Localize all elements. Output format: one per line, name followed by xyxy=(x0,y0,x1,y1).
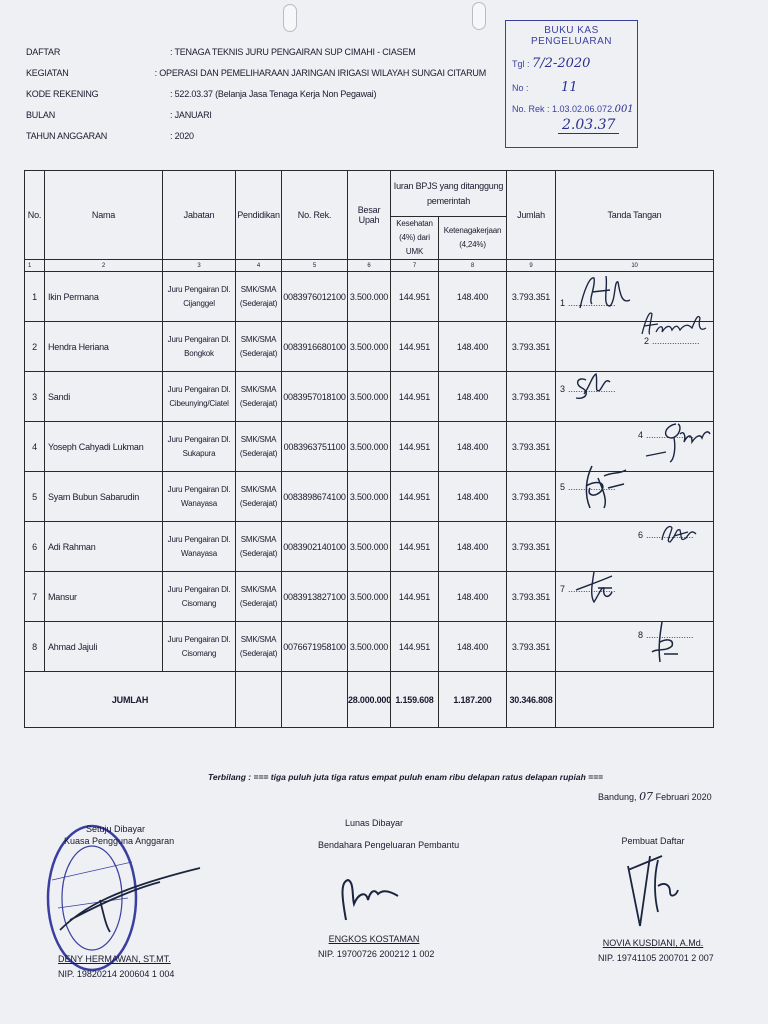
total-label: JUMLAH xyxy=(25,672,236,728)
sig-dots: ................... xyxy=(646,530,694,540)
sign-right-nip: NIP. 19741105 200701 2 007 xyxy=(598,953,714,963)
sign-middle-nip: NIP. 19700726 200212 1 002 xyxy=(318,949,435,959)
row-norek: 0083963751100 xyxy=(282,422,348,472)
stamp-rek-value: 001 xyxy=(614,104,634,115)
header-value: : 2020 xyxy=(170,131,194,141)
row-jabatan: Juru Pengairan Dl. Wanayasa xyxy=(163,472,236,522)
row-kesehatan: 144.951 xyxy=(391,322,439,372)
row-pendidikan: SMK/SMA (Sederajat) xyxy=(236,622,282,672)
row-jabatan: Juru Pengairan Dl. Sukapura xyxy=(163,422,236,472)
row-signature-cell xyxy=(556,372,714,422)
stamp-rek-line xyxy=(512,104,634,115)
row-kesehatan: 144.951 xyxy=(391,422,439,472)
stamp-title: BUKU KAS PENGELUARAN xyxy=(530,25,613,47)
row-jumlah: 3.793.351 xyxy=(507,422,556,472)
sig-number: 2 xyxy=(644,336,649,346)
header-value: : OPERASI DAN PEMELIHARAAN JARINGAN IRIGASI WILAYAH SUNGAI CITARUM xyxy=(154,68,486,78)
col-number: 5 xyxy=(282,260,348,272)
date-day: 07 xyxy=(639,790,654,803)
row-ketenagakerjaan: 148.400 xyxy=(439,422,507,472)
col-number: 6 xyxy=(348,260,391,272)
row-signature-cell xyxy=(556,622,714,672)
row-norek: 0083902140100 xyxy=(282,522,348,572)
row-kesehatan: 144.951 xyxy=(391,622,439,672)
header-row-daftar xyxy=(26,42,486,63)
punch-hole xyxy=(472,2,486,30)
sig-number: 6 xyxy=(638,530,643,540)
sig-dots: ................... xyxy=(568,298,616,308)
stamp-rek-label: No. Rek : 1.03.02.06.072. xyxy=(512,104,615,114)
row-no: 7 xyxy=(25,572,45,622)
terbilang-text: Terbilang : === tiga puluh juta tiga ratus empat puluh enam ribu delapan ratus delapan rupiah === xyxy=(208,772,604,782)
row-kesehatan: 144.951 xyxy=(391,522,439,572)
table-total-row xyxy=(25,672,714,728)
sig-dots: ................... xyxy=(568,482,616,492)
row-kesehatan: 144.951 xyxy=(391,372,439,422)
row-nama: Ahmad Jajuli xyxy=(45,622,163,672)
signature-icon xyxy=(318,850,430,934)
row-pendidikan: SMK/SMA (Sederajat) xyxy=(236,522,282,572)
row-kesehatan: 144.951 xyxy=(391,572,439,622)
header-label: DAFTAR xyxy=(26,47,61,57)
row-ketenagakerjaan: 148.400 xyxy=(439,372,507,422)
header-label: KEGIATAN xyxy=(26,68,69,78)
header-label: BULAN xyxy=(26,110,56,120)
row-upah: 3.500.000 xyxy=(348,472,391,522)
col-header-upah: Besar Upah xyxy=(348,171,391,260)
punch-hole xyxy=(283,4,297,32)
signature-icon xyxy=(636,304,712,344)
col-number: 8 xyxy=(439,260,507,272)
col-header-norek: No. Rek. xyxy=(282,171,348,260)
row-nama: Mansur xyxy=(45,572,163,622)
sign-middle-line2: Bendahara Pengeluaran Pembantu xyxy=(318,840,460,850)
row-norek: 0083957018100 xyxy=(282,372,348,422)
row-nama: Yoseph Cahyadi Lukman xyxy=(45,422,163,472)
table-row xyxy=(25,372,714,422)
document-header xyxy=(26,42,486,147)
signature-icon xyxy=(568,566,622,610)
total-jumlah: 30.346.808 xyxy=(507,672,556,728)
row-kesehatan: 144.951 xyxy=(391,472,439,522)
sign-left-name: DENY HERMAWAN, ST.MT. xyxy=(58,954,171,964)
date-rest: Februari 2020 xyxy=(655,792,712,802)
stamp-no-value: 11 xyxy=(561,80,578,95)
total-ketenagakerjaan: 1.187.200 xyxy=(439,672,507,728)
sig-number: 1 xyxy=(560,298,565,308)
row-no: 4 xyxy=(25,422,45,472)
row-pendidikan: SMK/SMA (Sederajat) xyxy=(236,422,282,472)
row-pendidikan: SMK/SMA (Sederajat) xyxy=(236,472,282,522)
row-nama: Hendra Heriana xyxy=(45,322,163,372)
sig-number: 8 xyxy=(638,630,643,640)
sig-dots: ................... xyxy=(646,630,694,640)
stamp-code: 2.03.37 xyxy=(558,117,619,134)
row-pendidikan: SMK/SMA (Sederajat) xyxy=(236,372,282,422)
row-jumlah: 3.793.351 xyxy=(507,622,556,672)
col-number: 10 xyxy=(556,260,714,272)
row-upah: 3.500.000 xyxy=(348,322,391,372)
row-jumlah: 3.793.351 xyxy=(507,472,556,522)
stamp-no-label: No : xyxy=(512,83,529,93)
table-row xyxy=(25,272,714,322)
row-signature-cell xyxy=(556,572,714,622)
date-prefix: Bandung, xyxy=(598,792,637,802)
stamp-no-line xyxy=(512,80,631,95)
signature-icon xyxy=(570,270,640,316)
row-norek: 0083916680100 xyxy=(282,322,348,372)
sig-dots: ................... xyxy=(652,336,700,346)
row-signature-cell xyxy=(556,322,714,372)
signature-icon xyxy=(644,618,684,668)
sign-left-line1: Setuju Dibayar xyxy=(86,824,146,834)
row-nama: Adi Rahman xyxy=(45,522,163,572)
row-jabatan: Juru Pengairan Dl. Cibeunying/Ciatel xyxy=(163,372,236,422)
header-row-kegiatan xyxy=(26,63,486,84)
row-no: 1 xyxy=(25,272,45,322)
row-nama: Ikin Permana xyxy=(45,272,163,322)
total-empty xyxy=(556,672,714,728)
date-line xyxy=(598,790,712,803)
total-upah: 28.000.000 xyxy=(348,672,391,728)
row-upah: 3.500.000 xyxy=(348,622,391,672)
col-number: 7 xyxy=(391,260,439,272)
row-jabatan: Juru Pengairan Dl. Wanayasa xyxy=(163,522,236,572)
signature-block-right xyxy=(598,836,714,963)
row-no: 2 xyxy=(25,322,45,372)
row-signature-cell xyxy=(556,472,714,522)
header-value: : JANUARI xyxy=(170,110,212,120)
kas-pengeluaran-stamp xyxy=(505,20,638,148)
row-ketenagakerjaan: 148.400 xyxy=(439,472,507,522)
signature-icon xyxy=(566,368,616,408)
payroll-table xyxy=(24,170,714,728)
row-norek: 0083898674100 xyxy=(282,472,348,522)
row-nama: Sandi xyxy=(45,372,163,422)
col-number: 1 xyxy=(25,260,45,272)
row-pendidikan: SMK/SMA (Sederajat) xyxy=(236,572,282,622)
row-upah: 3.500.000 xyxy=(348,522,391,572)
row-no: 3 xyxy=(25,372,45,422)
signature-icon xyxy=(654,518,704,554)
header-row-bulan xyxy=(26,105,486,126)
stamp-tgl-line xyxy=(512,56,631,71)
row-jumlah: 3.793.351 xyxy=(507,322,556,372)
table-row xyxy=(25,522,714,572)
header-row-kode-rekening xyxy=(26,84,486,105)
header-label: TAHUN ANGGARAN xyxy=(26,131,108,141)
row-jumlah: 3.793.351 xyxy=(507,272,556,322)
col-header-iuran: Iuran BPJS yang ditanggung pemerintah xyxy=(391,171,507,217)
row-upah: 3.500.000 xyxy=(348,422,391,472)
header-value: : 522.03.37 (Belanja Jasa Tenaga Kerja Non Pegawai) xyxy=(170,89,377,99)
col-header-nama: Nama xyxy=(45,171,163,260)
row-signature-cell xyxy=(556,522,714,572)
table-row xyxy=(25,572,714,622)
row-norek: 0083976012100 xyxy=(282,272,348,322)
row-jabatan: Juru Pengairan Dl. Cisomang xyxy=(163,572,236,622)
header-row-tahun xyxy=(26,126,486,147)
signature-icon xyxy=(636,416,716,468)
stamp-tgl-value: 7/2-2020 xyxy=(532,56,591,71)
row-jabatan: Juru Pengairan Dl. Bongkok xyxy=(163,322,236,372)
row-jumlah: 3.793.351 xyxy=(507,522,556,572)
sig-number: 5 xyxy=(560,482,565,492)
row-ketenagakerjaan: 148.400 xyxy=(439,572,507,622)
row-norek: 0076671958100 xyxy=(282,622,348,672)
row-ketenagakerjaan: 148.400 xyxy=(439,522,507,572)
stamp-tgl-label: Tgl : xyxy=(512,59,530,69)
sig-number: 3 xyxy=(560,384,565,394)
row-upah: 3.500.000 xyxy=(348,572,391,622)
row-jabatan: Juru Pengairan Dl. Cisomang xyxy=(163,622,236,672)
col-number: 2 xyxy=(45,260,163,272)
row-no: 5 xyxy=(25,472,45,522)
row-ketenagakerjaan: 148.400 xyxy=(439,622,507,672)
total-empty xyxy=(236,672,282,728)
col-header-ttd: Tanda Tangan xyxy=(556,171,714,260)
col-number: 4 xyxy=(236,260,282,272)
sig-number: 4 xyxy=(638,430,643,440)
row-jabatan: Juru Pengairan Dl. Cijanggel xyxy=(163,272,236,322)
row-ketenagakerjaan: 148.400 xyxy=(439,272,507,322)
signature-block-left xyxy=(58,824,174,979)
col-number: 9 xyxy=(507,260,556,272)
col-number: 3 xyxy=(163,260,236,272)
sign-left-nip: NIP. 19820214 200604 1 004 xyxy=(58,969,175,979)
table-row xyxy=(25,322,714,372)
sig-dots: ................... xyxy=(568,584,616,594)
table-row xyxy=(25,472,714,522)
row-ketenagakerjaan: 148.400 xyxy=(439,322,507,372)
row-pendidikan: SMK/SMA (Sederajat) xyxy=(236,272,282,322)
sig-dots: ................... xyxy=(568,384,616,394)
row-nama: Syam Bubun Sabarudin xyxy=(45,472,163,522)
signature-icon xyxy=(568,458,638,518)
row-jumlah: 3.793.351 xyxy=(507,572,556,622)
total-kesehatan: 1.159.608 xyxy=(391,672,439,728)
sign-middle-name: ENGKOS KOSTAMAN xyxy=(328,934,420,944)
col-header-pendidikan: Pendidikan xyxy=(236,171,282,260)
sign-left-line2: Kuasa Pengguna Anggaran xyxy=(64,836,175,846)
row-upah: 3.500.000 xyxy=(348,372,391,422)
row-upah: 3.500.000 xyxy=(348,272,391,322)
sig-dots: ................... xyxy=(646,430,694,440)
col-header-ketenagakerjaan: Ketenagakerjaan (4,24%) xyxy=(439,217,507,260)
row-norek: 0083913827100 xyxy=(282,572,348,622)
col-header-kesehatan: Kesehatan (4%) dari UMK xyxy=(391,217,439,260)
row-kesehatan: 144.951 xyxy=(391,272,439,322)
row-no: 6 xyxy=(25,522,45,572)
row-pendidikan: SMK/SMA (Sederajat) xyxy=(236,322,282,372)
total-empty xyxy=(282,672,348,728)
sig-number: 7 xyxy=(560,584,565,594)
col-header-jumlah: Jumlah xyxy=(507,171,556,260)
table-row xyxy=(25,622,714,672)
col-header-no: No. xyxy=(25,171,45,260)
sign-right-line1: Pembuat Daftar xyxy=(621,836,685,846)
sign-right-name: NOVIA KUSDIANI, A.Md. xyxy=(602,938,704,948)
signature-icon xyxy=(598,846,708,938)
sign-middle-line1: Lunas Dibayar xyxy=(344,818,404,828)
row-no: 8 xyxy=(25,622,45,672)
signature-block-middle xyxy=(318,818,460,959)
col-header-jabatan: Jabatan xyxy=(163,171,236,260)
row-jumlah: 3.793.351 xyxy=(507,372,556,422)
header-value: : TENAGA TEKNIS JURU PENGAIRAN SUP CIMAHI - CIASEM xyxy=(170,47,416,57)
header-label: KODE REKENING xyxy=(26,89,99,99)
